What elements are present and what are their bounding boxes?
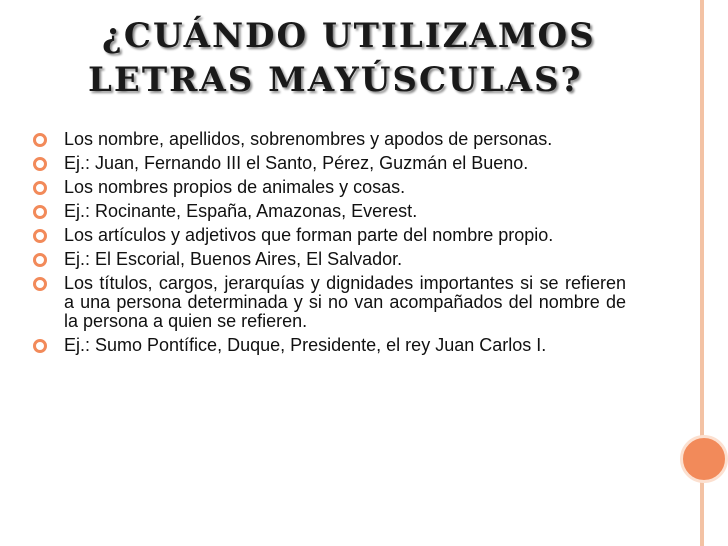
bullet-text: Ej.: Rocinante, España, Amazonas, Everest. xyxy=(64,201,418,221)
bullet-item xyxy=(30,202,626,221)
bullet-item xyxy=(30,250,626,269)
bullet-text: Los nombres propios de animales y cosas. xyxy=(64,177,406,197)
bullet-text: Los títulos, cargos, jerarquías y dignidades importantes si se refieren a una persona determinada y si no van acompañados del nombre de la persona a quien se refieren. xyxy=(64,273,626,331)
hollow-circle-icon xyxy=(32,338,48,354)
bullet-text: Ej.: Juan, Fernando III el Santo, Pérez, Guzmán el Bueno. xyxy=(64,153,529,173)
bullet-item xyxy=(30,226,626,245)
bullet-item xyxy=(30,336,626,355)
hollow-circle-icon xyxy=(32,252,48,268)
hollow-circle-icon xyxy=(32,204,48,220)
hollow-circle-icon xyxy=(32,156,48,172)
hollow-circle-icon xyxy=(32,180,48,196)
bullet-item xyxy=(30,178,626,197)
bullet-list xyxy=(30,130,626,360)
bullet-text: Ej.: Sumo Pontífice, Duque, Presidente, el rey Juan Carlos I. xyxy=(64,335,547,355)
hollow-circle-icon xyxy=(32,276,48,292)
bullet-item xyxy=(30,274,626,331)
bullet-item xyxy=(30,154,626,173)
slide-title xyxy=(88,14,596,102)
bullet-item xyxy=(30,130,626,149)
title-line-2: LETRAS MAYÚSCULAS? xyxy=(88,60,583,100)
hollow-circle-icon xyxy=(32,132,48,148)
bullet-text: Los nombre, apellidos, sobrenombres y apodos de personas. xyxy=(64,129,553,149)
hollow-circle-icon xyxy=(32,228,48,244)
bullet-text: Los artículos y adjetivos que forman parte del nombre propio. xyxy=(64,225,554,245)
bullet-text: Ej.: El Escorial, Buenos Aires, El Salvador. xyxy=(64,249,403,269)
title-line-1: ¿CUÁNDO UTILIZAMOS xyxy=(102,16,596,56)
accent-circle xyxy=(680,435,728,483)
